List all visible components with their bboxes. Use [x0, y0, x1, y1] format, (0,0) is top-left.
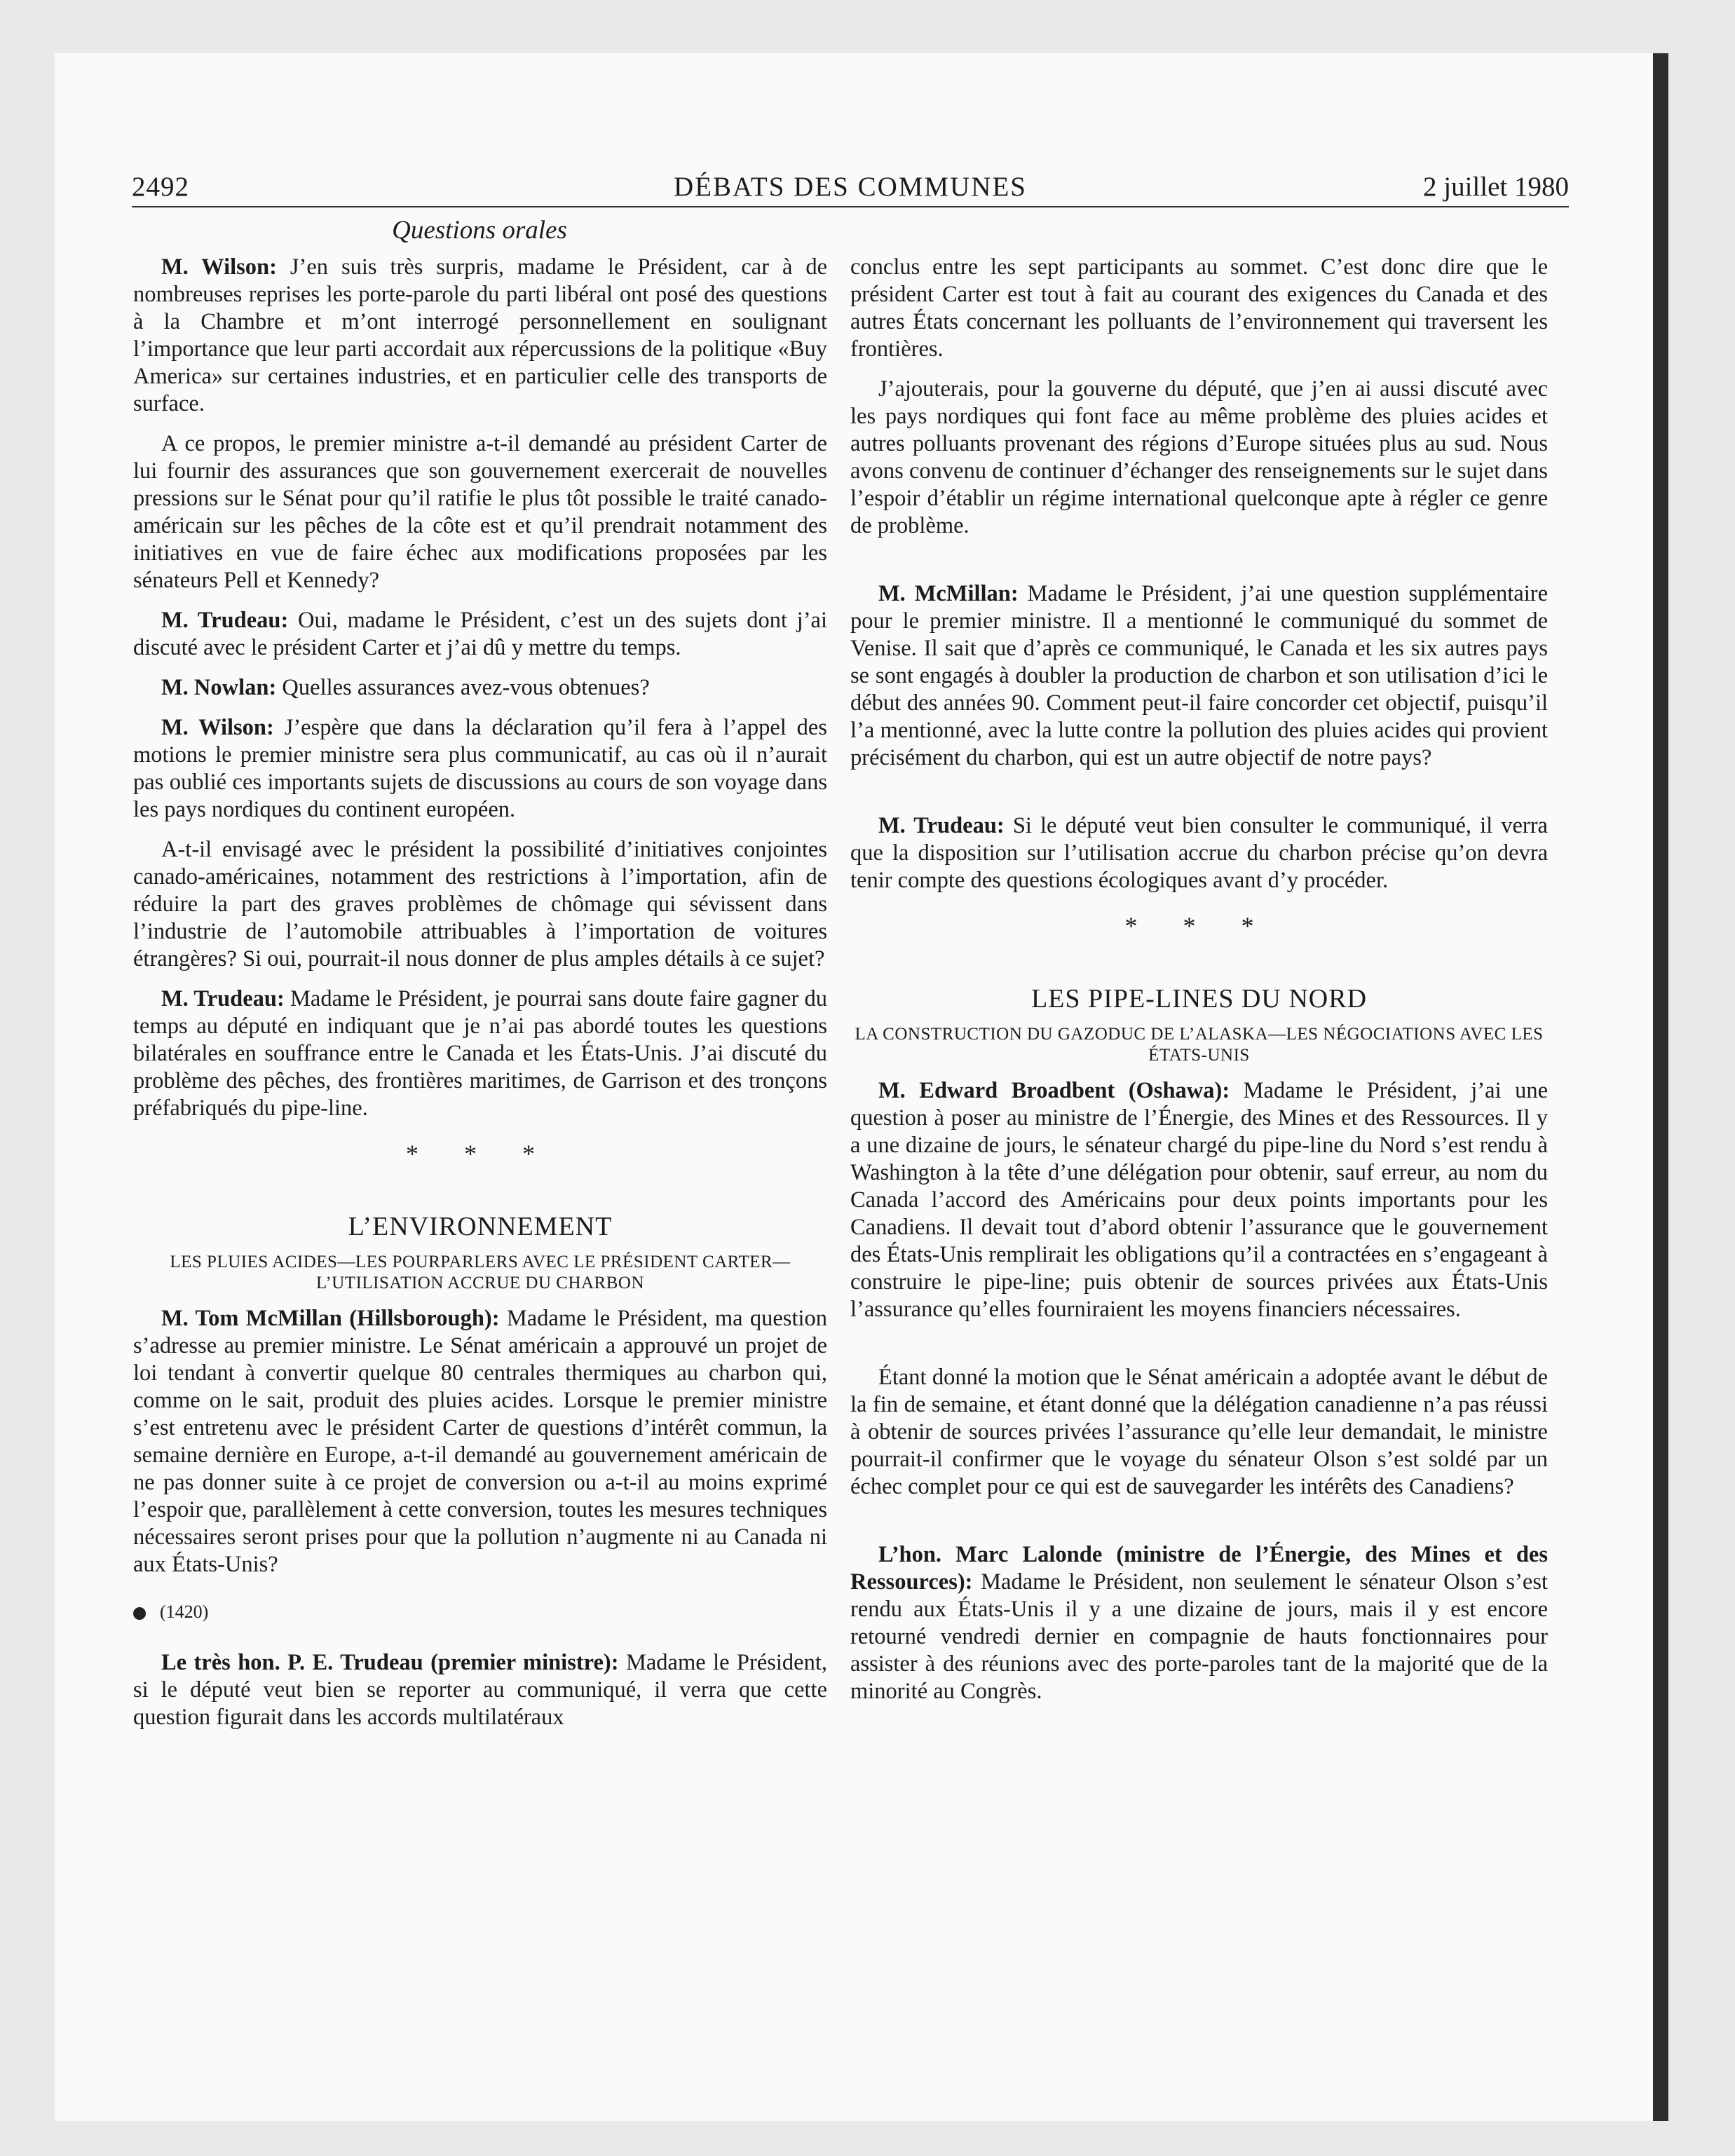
paragraph: A-t-il envisagé avec le président la possibilité d’initiatives conjointes canado-américaines, notamment des restrictions à l’importation, afin de réduire la part des graves problèmes de chômage qui sévissent dans l’industrie de l’automobile attribuables à l’importation de voitures étrangères? Si oui, pourrait-il nous donner de plus amples détails à ce sujet? — [133, 837, 827, 971]
right-column — [850, 254, 1548, 1718]
speech-text: Madame le Président, ma question s’adresse au premier ministre. Le Sénat américain a approuvé un projet de loi tendant à convertir quelque 80 centrales thermiques au charbon qui, comme on le sait, produit des pluies acides. Lorsque le premier ministre s’est entretenu avec le président Carter de questions d’intérêt commun, la semaine dernière en Europe, a-t-il demandé au gouvernement américain de ne pas donner suite à ce projet de conversion ou a-t-il au moins exprimé l’espoir que, parallèlement à cette conversion, toutes les mesures techniques nécessaires seront prises pour que la pollution n’augmente ni au Canada ni aux États-Unis? — [133, 1306, 827, 1577]
speech-text: Oui, madame le Président, c’est un des sujets dont j’ai discuté avec le président Carter et j’ai dû y mettre du temps. — [133, 608, 827, 660]
publication-title: DÉBATS DES COMMUNES — [674, 172, 1027, 202]
speaker-name: M. Tom McMillan (Hillsborough): — [161, 1306, 500, 1331]
speech-text: Madame le Président, non seulement le sénateur Olson s’est rendu aux États-Unis il y a une dizaine de jours, mais il y est encore retourné vendredi dernier en compagnie de hauts fonctionnaires pour assister à des réunions avec des porte-paroles tant de la majorité que de la minorité au Congrès. — [850, 1569, 1548, 1704]
speech-text: J’espère que dans la déclaration qu’il fera à l’appel des motions le premier ministre sera plus communicatif, au cas où il n’aurait pas oublié ces importants sujets de discussions au cours de son voyage dans les pays nordiques du continent européen. — [133, 715, 828, 822]
speaker-name: M. Wilson: — [161, 715, 274, 740]
speaker-name: M. McMillan: — [878, 581, 1019, 606]
paragraph — [850, 580, 1548, 772]
speaker-name: M. Trudeau: — [161, 608, 289, 633]
speaker-name: M. Edward Broadbent (Oshawa): — [878, 1078, 1230, 1103]
section-label: Questions orales — [392, 216, 567, 245]
speaker-name: M. Trudeau: — [161, 986, 285, 1011]
running-header — [132, 168, 1569, 207]
paragraph — [850, 1541, 1548, 1705]
paragraph: A ce propos, le premier ministre a-t-il demandé au président Carter de lui fournir des assurances que son gouvernement exercerait de nouvelles pressions sur le Sénat pour qu’il ratifie le plus tôt possible le traité canado-américain sur les pêches de la côte est et qu’il prendrait notamment des initiatives en vue de faire échec aux modifications proposées par les sénateurs Pell et Kennedy? — [133, 431, 827, 593]
paragraph — [133, 1305, 827, 1578]
speaker-name: M. Nowlan: — [161, 675, 277, 700]
speech-text: Madame le Président, j’ai une question à poser au ministre de l’Énergie, des Mines et des Ressources. Il y a une dizaine de jours, le sénateur chargé du pipe-line du Nord s’est rendu à Washington à la tête d’une délégation pour obtenir, sauf erreur, au nom du Canada l’accord des Américains pour deux points importants pour les Canadiens. Il devait tout d’abord obtenir l’assurance que le gouvernement des États-Unis remplirait les obligations qu’il a contractées en s’engageant à construire le pipe-line; puis obtenir de sources privées aux États-Unis l’assurance qu’elles fourniraient les moyens financiers nécessaires. — [850, 1078, 1549, 1322]
paragraph — [133, 674, 827, 702]
speech-text: Quelles assurances avez-vous obtenues? — [276, 675, 650, 700]
speaker-name: M. Trudeau: — [878, 813, 1005, 838]
speech-text: Si le député veut bien consulter le communiqué, il verra que la disposition sur l’utilisation accrue du charbon précise qu’on devra tenir compte des questions écologiques avant d’y procéder. — [850, 813, 1548, 893]
speech-text: J’en suis très surpris, madame le Président, car à de nombreuses reprises les porte-parole du parti libéral ont posé des questions à la Chambre et m’ont interrogé personnellement en soulignant l’importance que leur parti accordait aux répercussions de la politique «Buy America» sur certaines industries, et en particulier celle des transports de surface. — [133, 254, 828, 416]
time-marker — [133, 1598, 827, 1625]
scan-edge — [1653, 53, 1668, 2121]
paragraph — [850, 812, 1548, 894]
speech-text: Madame le Président, j’ai une question supplémentaire pour le premier ministre. Il a mentionné le communiqué du sommet de Venise. Il sait que d’après ce communiqué, le Canada et les six autres pays se sont engagés à doubler la production de charbon et son utilisation d’ici le début des années 90. Comment peut-il faire concorder cet objectif, puisqu’il l’a mentionné, avec la lutte contre la pollution des pluies acides qui provient précisément du charbon, qui est un autre objectif de notre pays? — [850, 581, 1549, 770]
paragraph — [133, 1649, 827, 1731]
section-separator: * * * — [1124, 912, 1274, 940]
speaker-name: M. Wilson: — [161, 254, 277, 280]
speech-text: Madame le Président, si le député veut bien se reporter au communiqué, il verra que cette question figurait dans les accords multilatéraux — [133, 1650, 827, 1730]
paragraph: Étant donné la motion que le Sénat américain a adoptée avant le début de la fin de semaine, et étant donné que la délégation canadienne n’a pas réussi à obtenir de sources privées l’assurance qu’elle leur demandait, le ministre pourrait-il confirmer que le voyage du sénateur Olson s’est soldé par un échec complet pour ce qui est de sauvegarder les intérêts des Canadiens? — [850, 1365, 1548, 1499]
section-heading: LES PIPE-LINES DU NORD — [1030, 984, 1368, 1014]
bullet-icon — [133, 1607, 146, 1620]
issue-date: 2 juillet 1980 — [1423, 172, 1569, 202]
time-marker-text: (1420) — [160, 1602, 209, 1622]
speaker-name: Le très hon. P. E. Trudeau (premier ministre): — [161, 1650, 619, 1675]
paragraph — [133, 714, 827, 824]
paragraph — [133, 254, 827, 418]
paragraph — [133, 607, 827, 662]
page-number: 2492 — [132, 172, 189, 202]
speech-text: Madame le Président, je pourrai sans doute faire gagner du temps au député en indiquant que je n’ai pas abordé toutes les questions bilatérales en souffrance entre le Canada et les États-Unis. J’ai discuté du problème des pêches, des frontières maritimes, de Garrison et des tronçons préfabriqués du pipe-line. — [133, 986, 827, 1121]
paragraph: J’ajouterais, pour la gouverne du député, que j’en ai aussi discuté avec les pays nordiques qui font face au même problème des pluies acides et autres polluants provenant des régions d’Europe situées plus au sud. Nous avons convenu de continuer d’échanger des renseignements sur le sujet dans l’espoir d’établir un régime international quelconque apte à régler ce genre de problème. — [850, 376, 1548, 538]
section-separator: * * * — [406, 1140, 554, 1168]
speaker-name: L’hon. Marc Lalonde (ministre de l’Énergie, des Mines et des Ressources): — [850, 1542, 1548, 1595]
section-subheading: LES PLUIES ACIDES—LES POURPARLERS AVEC LE PRÉSIDENT CARTER—L’UTILISATION ACCRUE DU CHARBON — [170, 1253, 791, 1292]
paragraph — [133, 985, 827, 1122]
paragraph: conclus entre les sept participants au sommet. C’est donc dire que le président Carter est tout à fait au courant des exigences du Canada et des autres États concernant les polluants de l’environnement qui traversent les frontières. — [850, 254, 1548, 362]
section-heading: L’ENVIRONNEMENT — [348, 1212, 613, 1241]
left-column — [133, 254, 827, 1744]
paragraph — [850, 1077, 1548, 1323]
section-subheading: LA CONSTRUCTION DU GAZODUC DE L’ALASKA—LES NÉGOCIATIONS AVEC LES ÉTATS-UNIS — [855, 1025, 1544, 1065]
